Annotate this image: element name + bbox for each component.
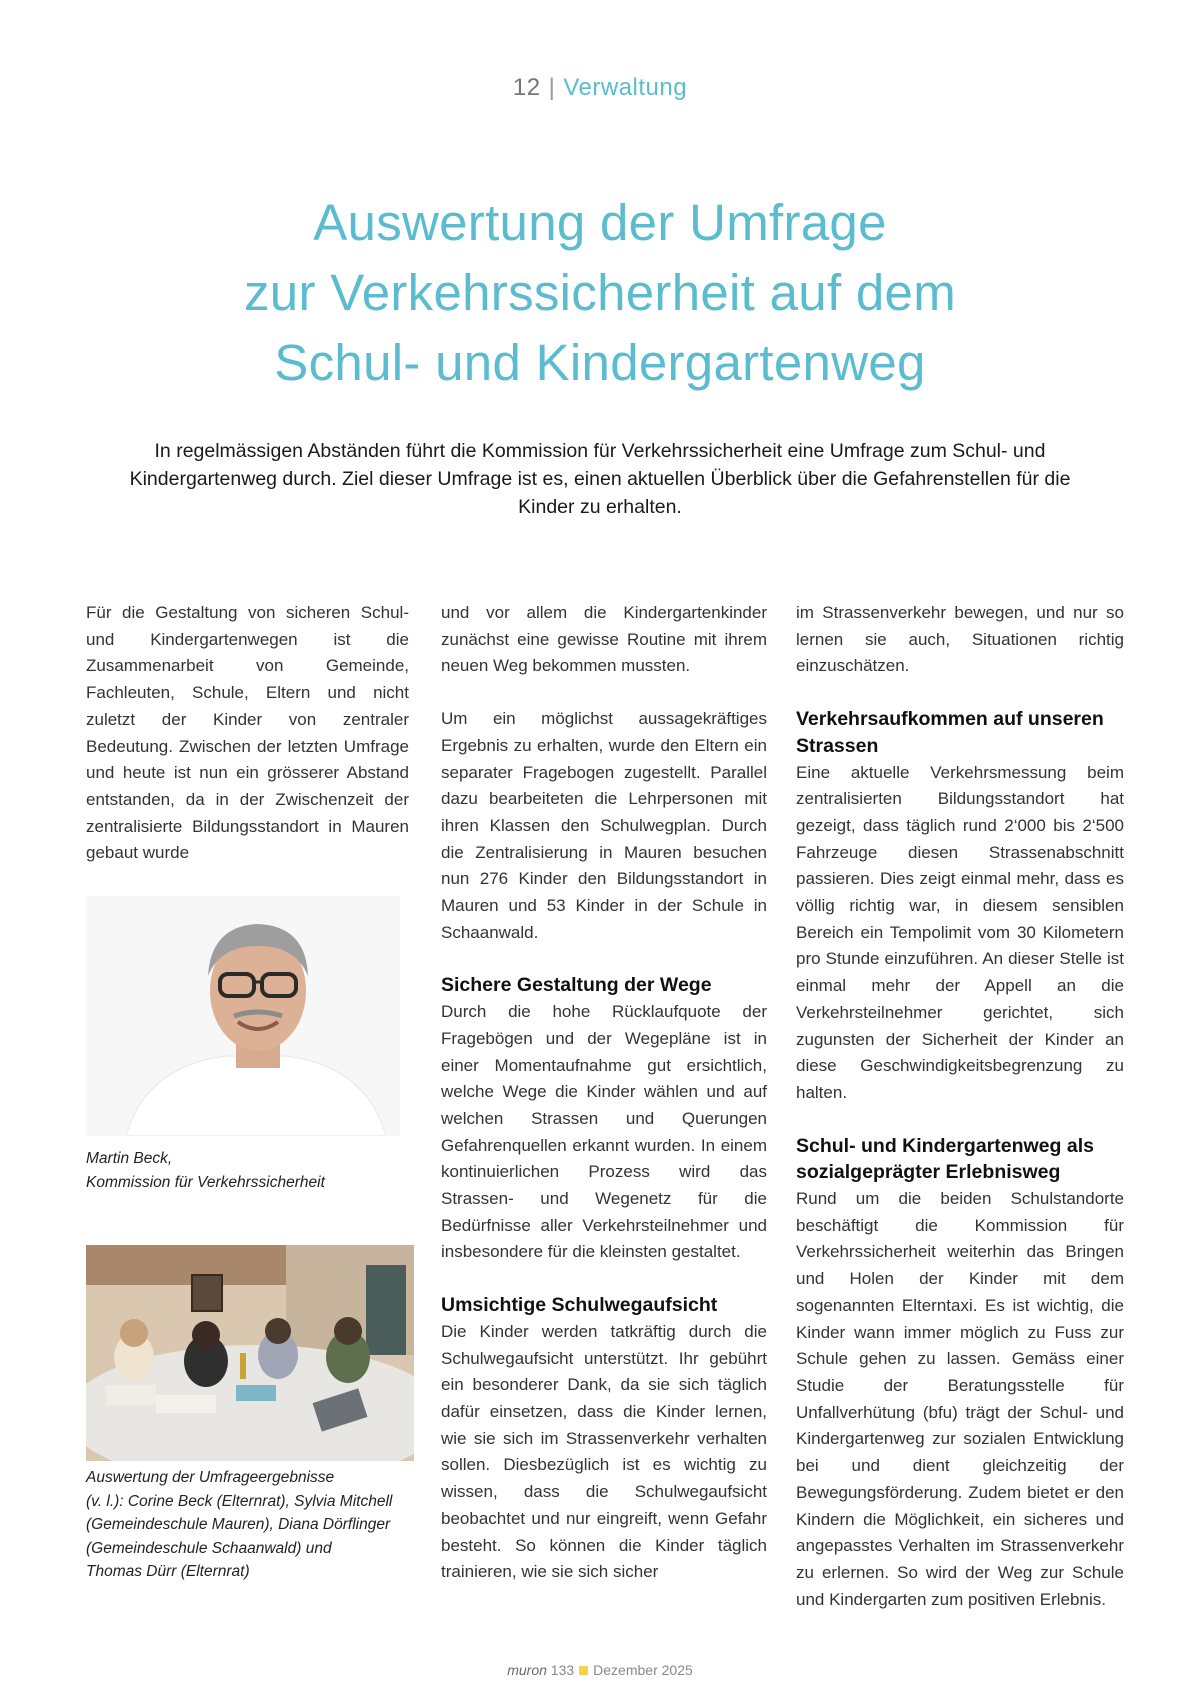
section-name: Verwaltung bbox=[563, 74, 688, 101]
footer-dot-icon bbox=[579, 1666, 588, 1675]
portrait-photo-graphic bbox=[86, 896, 400, 1136]
column-3 bbox=[796, 600, 1124, 1613]
portrait-photo-martin-beck bbox=[86, 896, 400, 1136]
photo-2-caption-line-3: (Gemeindeschule Mauren), Diana Dörflinger bbox=[86, 1516, 391, 1533]
issue-date: Dezember 2025 bbox=[593, 1662, 693, 1678]
photo-2-caption-line-5: Thomas Dürr (Elternrat) bbox=[86, 1563, 250, 1580]
column-2-paragraph-3: Durch die hohe Rücklaufquote der Fragebögen und der Wegepläne ist in einer Momentaufnahme gut ersichtlich, welche Wege die Kinder wählen und auf welchen Strassen und Querungen Gefahrenquellen erkannt wurden. In einem kontinuierlichen Prozess wird das Strassen- und Wegenetz für die Bedürfnisse aller Verkehrsteilnehmer und insbesondere für die kleinsten gestaltet. bbox=[441, 1002, 767, 1262]
column-2-paragraph-4: Die Kinder werden tatkräftig durch die Schulwegaufsicht unterstützt. Ihr gebührt ein besonderer Dank, da sie sich täglich dafür einsetzen, dass die Kinder lernen, wie sie sich im Strassenverkehr verhalten sollen. Diesbezüglich ist es wichtig zu wissen, dass die Schulwegaufsicht beobachtet und nur eingreift, wenn Gefahr besteht. So können die Kinder täglich trainieren, wie sie sich sicher bbox=[441, 1321, 767, 1582]
heading-sichere-gestaltung: Sichere Gestaltung der Wege bbox=[441, 974, 712, 997]
lead-paragraph: In regelmässigen Abständen führt die Kommission für Verkehrssicherheit eine Umfrage zum Schul- und Kindergartenweg durch. Ziel dieser Umfrage ist es, einen aktuellen Überblick über die Gefahrenstellen für die Kinder zu erhalten. bbox=[129, 440, 1071, 518]
meeting-photo bbox=[86, 1245, 414, 1461]
photo-2-caption-line-1: Auswertung der Umfrageergebnisse bbox=[86, 1469, 335, 1486]
column-2-paragraph-2: Um ein möglichst aussagekräftiges Ergebnis zu erhalten, wurde den Eltern ein separater Fragebogen zugestellt. Parallel dazu bearbeiteten die Lehrpersonen mit ihren Klassen den Schulwegplan. Durch die Zentralisierung in Mauren besuchen nun 276 Kinder den Bildungsstandort in Mauren und 53 Kinder in der Schule in Schaanwald. bbox=[441, 709, 767, 942]
page-header bbox=[0, 74, 1200, 102]
photo-2-caption-line-4: (Gemeindeschule Schaanwald) und bbox=[86, 1539, 332, 1557]
page-number: 12 bbox=[512, 74, 541, 101]
heading-erlebnisweg: Schul- und Kindergartenweg als sozialgeprägter Erlebnisweg bbox=[796, 1134, 1094, 1184]
column-3-paragraph-3: Rund um die beiden Schulstandorte beschäftigt die Kommission für Verkehrssicherheit weiterhin das Bringen und Holen der Kinder mit dem sogenannten Elterntaxi. Es ist wichtig, die Kinder wann immer möglich zu Fuss zur Schule gehen zu lassen. Gemäss einer Studie der Beratungsstelle für Unfallverhütung (bfu) trägt der Schul- und Kindergartenweg zur sozialen Entwicklung bei und dient gleichzeitig der Bewegungsförderung. Zudem bietet er den Kindern die Möglichkeit, ein sicheres und angepasstes Verhalten im Strassenverkehr zu erlernen. So wird der Weg zur Schule und Kindergarten zum positiven Erlebnis. bbox=[796, 1189, 1124, 1609]
title-line-3: Schul- und Kindergartenweg bbox=[274, 334, 926, 391]
photo-1-caption-line-2: Kommission für Verkehrssicherheit bbox=[86, 1173, 325, 1191]
photo-2-caption bbox=[86, 1466, 426, 1584]
title-line-1: Auswertung der Umfrage bbox=[313, 194, 887, 251]
heading-schulwegaufsicht: Umsichtige Schulwegaufsicht bbox=[441, 1294, 718, 1317]
heading-verkehrsaufkommen: Verkehrsaufkommen auf unseren Strassen bbox=[796, 708, 1104, 757]
header-separator: | bbox=[548, 74, 556, 101]
photo-1-caption-line-1: Martin Beck, bbox=[86, 1150, 173, 1167]
title-line-2: zur Verkehrssicherheit auf dem bbox=[244, 264, 956, 321]
photo-1-caption bbox=[86, 1147, 406, 1194]
column-1-paragraph-1: Für die Gestaltung von sicheren Schul- und Kindergartenwegen ist die Zusammenarbeit von Gemeinde, Fachleuten, Schule, Eltern und nicht zuletzt der Kinder von zentraler Bedeutung. Zwischen der letzten Umfrage und heute ist nun ein grösserer Abstand entstanden, da in der Zwischenzeit der zentralisierte Bildungsstandort in Mauren gebaut wurde bbox=[86, 603, 409, 863]
column-3-paragraph-2: Eine aktuelle Verkehrsmessung beim zentralisierten Bildungsstandort hat gezeigt, dass täglich rund 2‘000 bis 2‘500 Fahrzeuge diesen Strassenabschnitt passieren. Dies zeigt einmal mehr, dass es völlig richtig war, in diesem sensiblen Bereich ein Tempolimit vom 30 Kilometern pro Stunde einzuführen. An dieser Stelle ist einmal mehr der Appell an die Verkehrsteilnehmer gerichtet, sich zugunsten der Sicherheit der Kinder an diese Geschwindigkeitsbegrenzung zu halten. bbox=[796, 762, 1124, 1102]
page-footer bbox=[0, 1662, 1200, 1678]
column-2-paragraph-1: und vor allem die Kindergartenkinder zunächst eine gewisse Routine mit ihrem neuen Weg bekommen mussten. bbox=[441, 603, 767, 676]
column-3-paragraph-1: im Strassenverkehr bewegen, und nur so lernen sie auch, Situationen richtig einzuschätzen. bbox=[796, 603, 1124, 676]
photo-2-caption-line-2: (v. l.): Corine Beck (Elternrat), Sylvia Mitchell bbox=[86, 1492, 393, 1510]
issue-number: 133 bbox=[550, 1662, 575, 1678]
magazine-brand: muron bbox=[507, 1662, 547, 1678]
column-1 bbox=[86, 600, 409, 867]
article-title bbox=[100, 188, 1100, 398]
column-2 bbox=[441, 600, 767, 1586]
meeting-photo-graphic bbox=[86, 1245, 414, 1461]
